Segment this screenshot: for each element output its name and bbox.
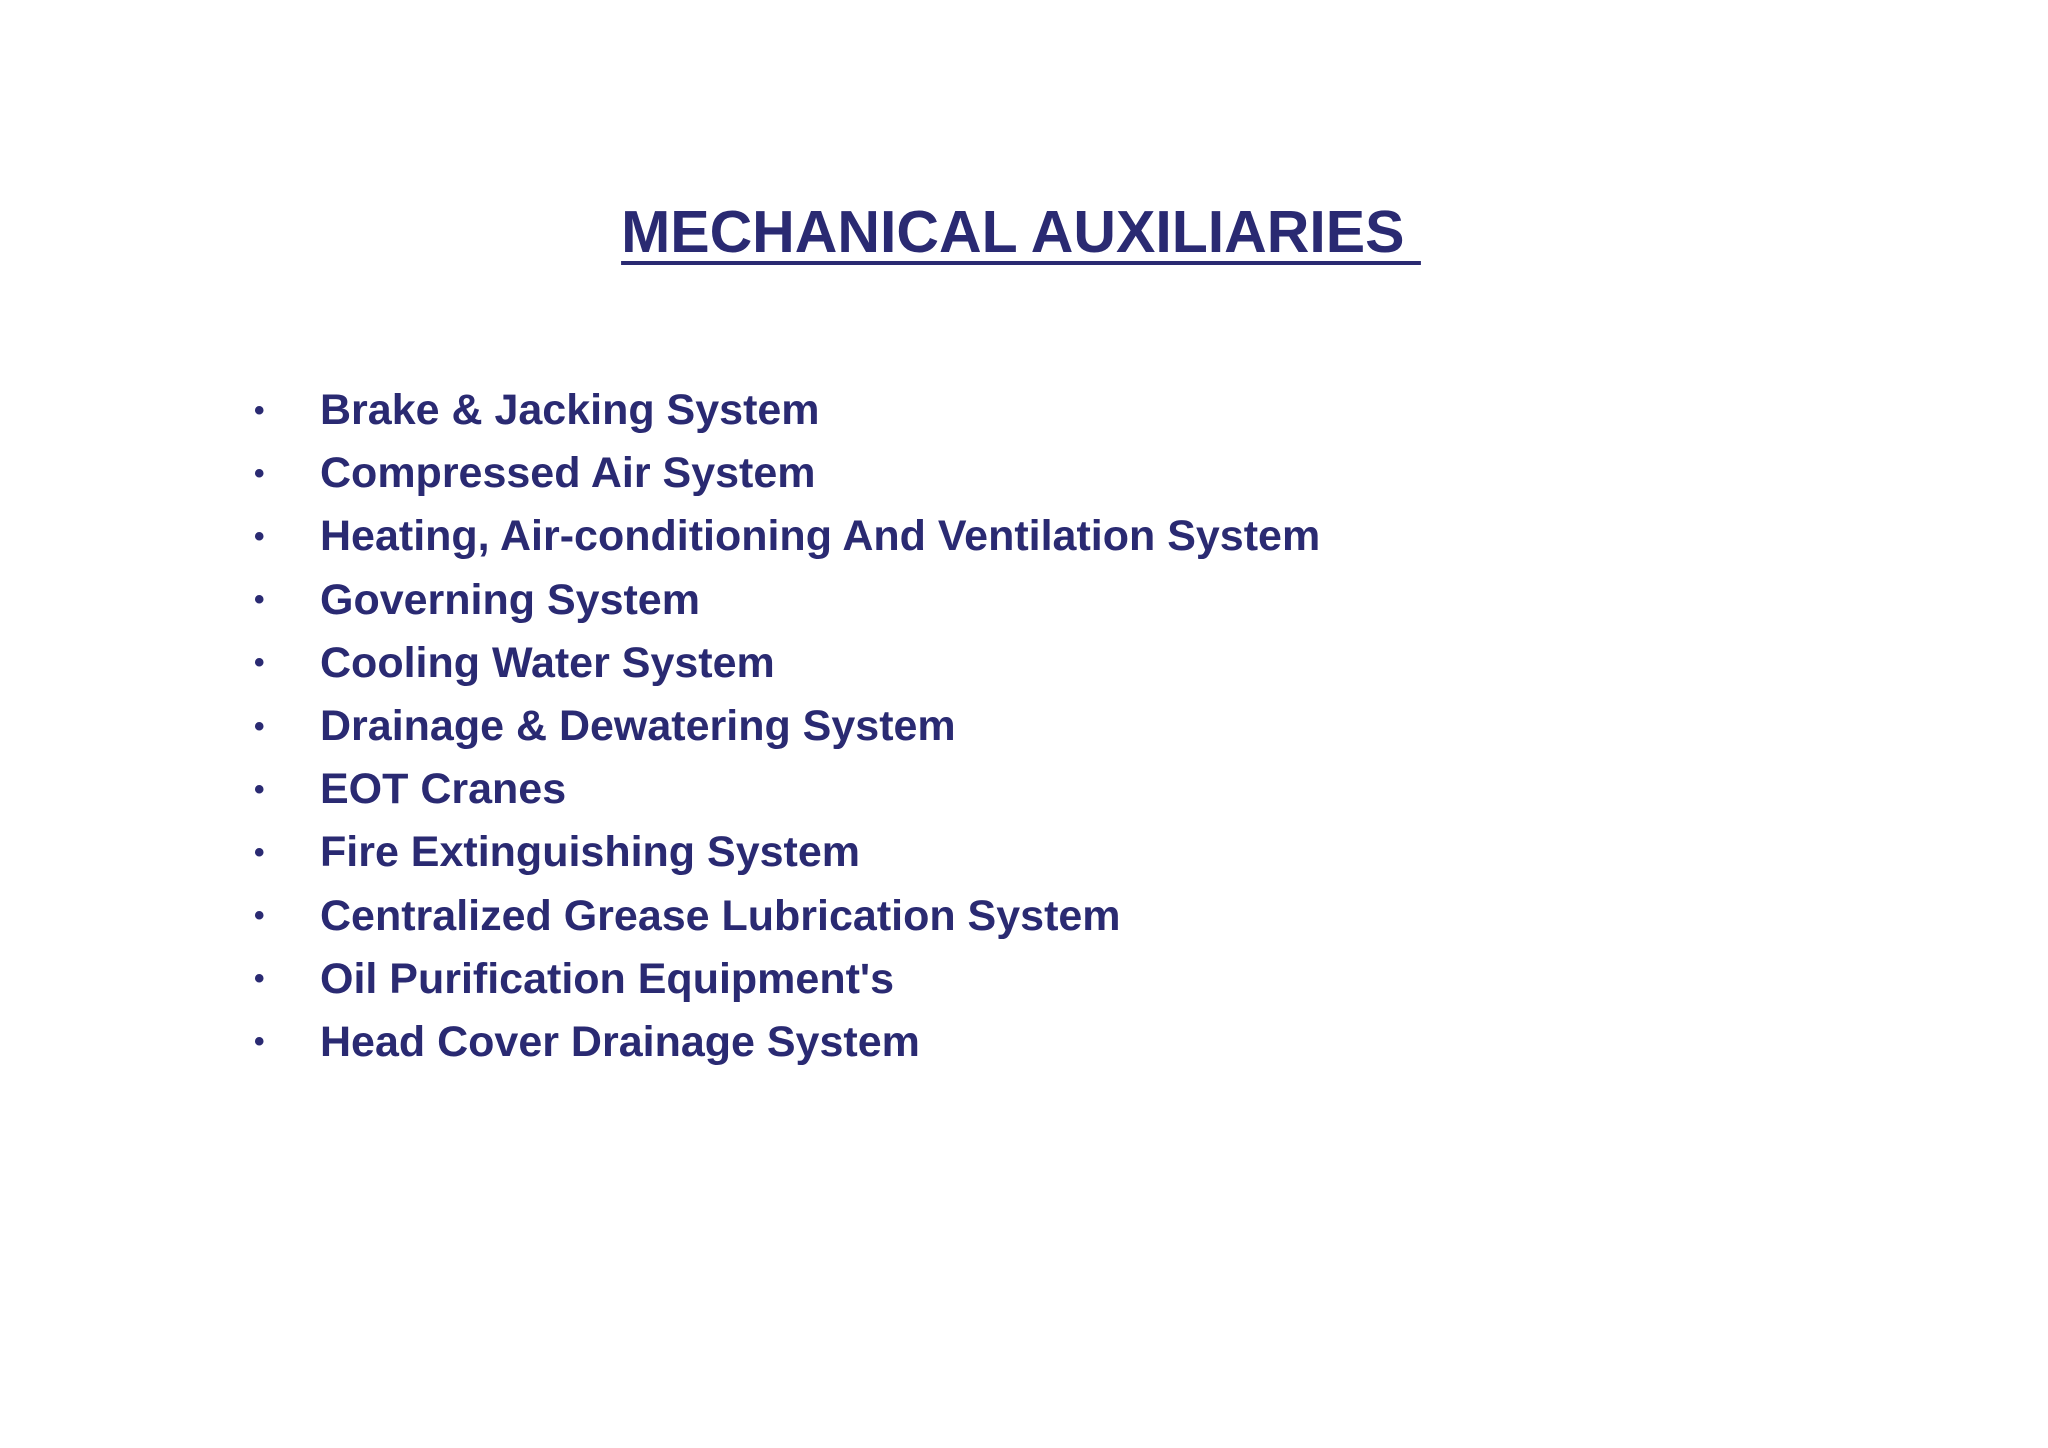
list-item: [248, 505, 1320, 568]
bullet-list: [248, 379, 1320, 1074]
bullet-icon: •: [254, 709, 265, 743]
list-item-text: Brake & Jacking System: [320, 386, 820, 435]
slide-title-text: MECHANICAL AUXILIARIES: [621, 199, 1421, 265]
list-item: [248, 379, 1320, 442]
list-item-text: Centralized Grease Lubrication System: [320, 891, 1121, 940]
list-item: [248, 821, 1320, 884]
bullet-icon: •: [254, 583, 265, 617]
list-item-text: Head Cover Drainage System: [320, 1017, 920, 1066]
bullet-icon: •: [254, 835, 265, 869]
bullet-icon: •: [254, 1025, 265, 1059]
list-item-text: EOT Cranes: [320, 765, 567, 814]
bullet-icon: •: [254, 899, 265, 933]
list-item-text: Heating, Air-conditioning And Ventilation System: [320, 512, 1321, 561]
list-item: [248, 632, 1320, 695]
list-item: [248, 885, 1320, 948]
list-item-text: Governing System: [320, 575, 700, 624]
bullet-icon: •: [254, 646, 265, 680]
list-item-text: Fire Extinguishing System: [320, 828, 860, 877]
bullet-icon: •: [254, 456, 265, 490]
list-item: [248, 948, 1320, 1011]
list-item: [248, 569, 1320, 632]
list-item: [248, 1011, 1320, 1074]
list-item-text: Oil Purification Equipment's: [320, 954, 895, 1003]
bullet-icon: •: [254, 772, 265, 806]
bullet-icon: •: [254, 962, 265, 996]
list-item: [248, 442, 1320, 505]
bullet-icon: •: [254, 519, 265, 553]
list-item-text: Cooling Water System: [320, 638, 775, 687]
list-item-text: Drainage & Dewatering System: [320, 702, 956, 751]
list-item: [248, 758, 1320, 821]
list-item: [248, 695, 1320, 758]
list-item-text: Compressed Air System: [320, 449, 816, 498]
slide-title: [0, 196, 2048, 268]
bullet-icon: •: [254, 393, 265, 427]
